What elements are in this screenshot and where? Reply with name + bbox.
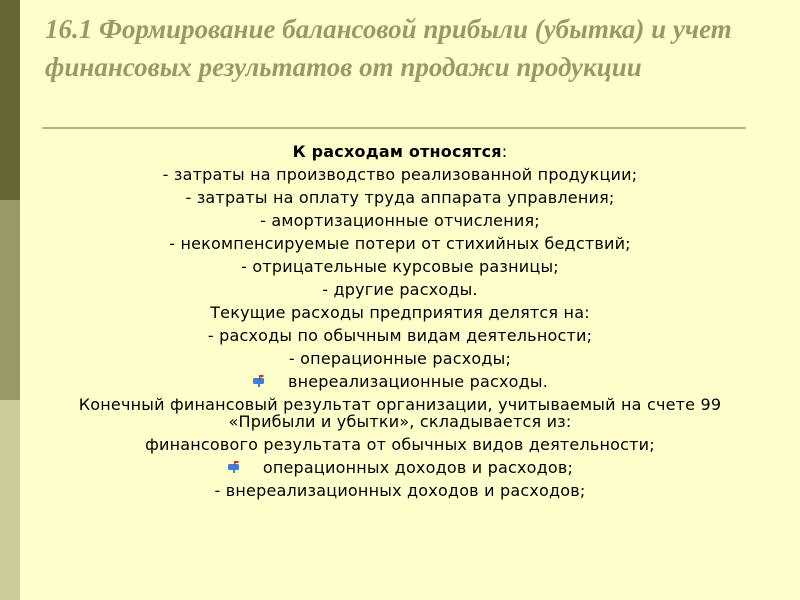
slide-title: 16.1 Формирование балансовой прибыли (убытка) и учет финансовых результатов от продажи продукции (45, 14, 732, 82)
body-line-10 (30, 370, 770, 393)
expenses-heading-colon: : (501, 142, 508, 161)
slide-body (30, 140, 770, 502)
body-line-1: - затраты на производство реализованной продукции; (162, 165, 638, 184)
sidebar-accent (0, 0, 20, 600)
body-line-5: - отрицательные курсовые разницы; (241, 257, 559, 276)
body-line-10-text: внереализационные расходы. (287, 372, 549, 391)
expenses-heading (30, 140, 770, 163)
body-line-2: - затраты на оплату труда аппарата управления; (185, 188, 615, 207)
body-line-8: - расходы по обычным видам деятельности; (207, 326, 593, 345)
body-line-7: Текущие расходы предприятия делятся на: (210, 303, 590, 322)
sidebar-segment-medium (0, 200, 20, 400)
body-line-13 (30, 456, 770, 479)
expenses-heading-text: К расходам относятся (292, 142, 502, 161)
body-line-3: - амортизационные отчисления; (260, 211, 540, 230)
body-line-6: - другие расходы. (322, 280, 478, 299)
body-line-4: - некомпенсируемые потери от стихийных бедствий; (169, 234, 631, 253)
sidebar-segment-dark (0, 0, 20, 200)
title-divider (42, 127, 746, 129)
mailbox-icon (227, 461, 241, 473)
mailbox-icon (252, 375, 266, 387)
body-line-13-text: операционных доходов и расходов; (262, 458, 574, 477)
body-line-14: - внереализационных доходов и расходов; (214, 481, 586, 500)
body-line-9: - операционные расходы; (288, 349, 512, 368)
sidebar-segment-light (0, 400, 20, 600)
body-line-11: Конечный финансовый результат организации, учитываемый на счете 99 «Прибыли и убытки», складывается из: (78, 395, 722, 431)
body-line-12: финансового результата от обычных видов деятельности; (145, 435, 655, 454)
